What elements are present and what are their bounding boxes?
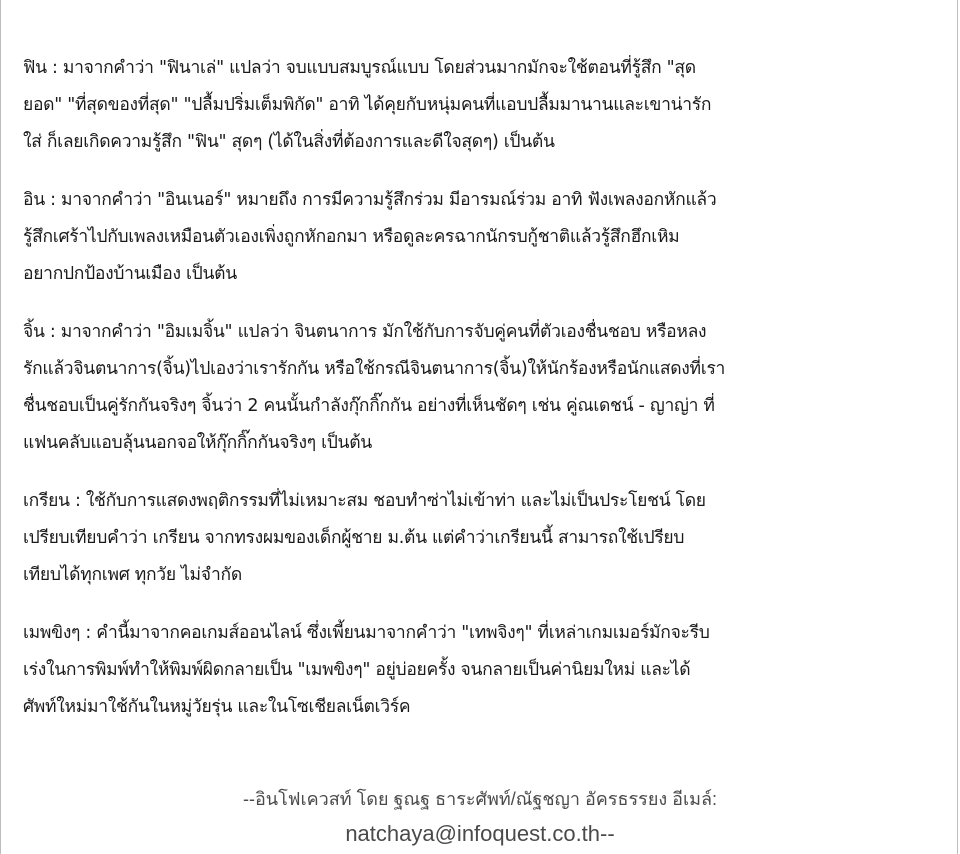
paragraph-line: ศัพท์ใหม่มาใช้กันในหมู่วัยรุ่น และในโซเชียลเน็ตเวิร์ค [23, 697, 411, 717]
paragraph-line: เปรียบเทียบคำว่า เกรียน จากทรงผมของเด็กผู้ชาย ม.ต้น แต่คำว่าเกรียนนี้ สามารถใช้เปรียบ [23, 528, 685, 548]
paragraph-krian [23, 483, 941, 594]
paragraph-line: เร่งในการพิมพ์ทำให้พิมพ์ผิดกลายเป็น "เมพขิงๆ" อยู่บ่อยครั้ง จนกลายเป็นค่านิยมใหม่ และได้ [23, 660, 691, 680]
footer-email: natchaya@infoquest.co.th-- [345, 821, 615, 846]
paragraph-line: ใส่ ก็เลยเกิดความรู้สึก "ฟิน" สุดๆ (ได้ในสิ่งที่ต้องการและดีใจสุดๆ) เป็นต้น [23, 132, 555, 152]
paragraph-jin [23, 314, 941, 462]
paragraph-line: รู้สึกเศร้าไปกับเพลงเหมือนตัวเองเพิ่งถูกหักอกมา หรือดูละครฉากนักรบกู้ชาติแล้วรู้สึกฮึกเหิม [23, 227, 680, 247]
footer-credit: --อินโฟเควสท์ โดย ฐณฐ ธาระศัพท์/ณัฐชญา อัครธรรยง อีเมล์: [242, 789, 718, 809]
paragraph-line: จิ้น : มาจากคำว่า "อิมเมจิ้น" แปลว่า จินตนาการ มักใช้กับการจับคู่คนที่ตัวเองชื่นชอบ หรือหลง [23, 322, 707, 342]
paragraph-fin [23, 50, 941, 161]
paragraph-line: เกรียน : ใช้กับการแสดงพฤติกรรมที่ไม่เหมาะสม ชอบทำซ่าไม่เข้าท่า และไม่เป็นประโยชน์ โดย [23, 491, 706, 511]
paragraph-line: ชื่นชอบเป็นคู่รักกันจริงๆ จิ้นว่า 2 คนนั้นกำลังกุ๊กกิ๊กกัน อย่างที่เห็นชัดๆ เช่น คู่ณเดชน์ - ญาญ่า ที่ [23, 396, 715, 416]
paragraph-line: เมพขิงๆ : คำนี้มาจากคอเกมส์ออนไลน์ ซึ่งเพี้ยนมาจากคำว่า "เทพจิงๆ" ที่เหล่าเกมเมอร์มักจะรีบ [23, 623, 710, 643]
paragraph-line: แฟนคลับแอบลุ้นนอกจอให้กุ๊กกิ๊กกันจริงๆ เป็นต้น [23, 433, 372, 453]
article-body [23, 50, 941, 747]
paragraph-line: ฟิน : มาจากคำว่า "ฟินาเล่" แปลว่า จบแบบสมบูรณ์แบบ โดยส่วนมากมักจะใช้ตอนที่รู้สึก "สุด [23, 58, 696, 78]
paragraph-line: ยอด" "ที่สุดของที่สุด" "ปลื้มปริ่มเต็มพิกัด" อาทิ ได้คุยกับหนุ่มคนที่แอบปลื้มมานานและเขาน่ารัก [23, 95, 712, 115]
paragraph-line: อยากปกป้องบ้านเมือง เป็นต้น [23, 264, 237, 284]
paragraph-mep-khing [23, 615, 941, 726]
paragraph-line: อิน : มาจากคำว่า "อินเนอร์" หมายถึง การมีความรู้สึกร่วม มีอารมณ์ร่วม อาทิ ฟังเพลงอกหักแล้ว [23, 190, 717, 210]
paragraph-line: รักแล้วจินตนาการ(จิ้น)ไปเองว่าเรารักกัน หรือใช้กรณีจินตนาการ(จิ้น)ให้นักร้องหรือนักแสดงที่เรา [23, 359, 726, 379]
paragraph-in [23, 182, 941, 293]
paragraph-line: เทียบได้ทุกเพศ ทุกวัย ไม่จำกัด [23, 565, 242, 585]
